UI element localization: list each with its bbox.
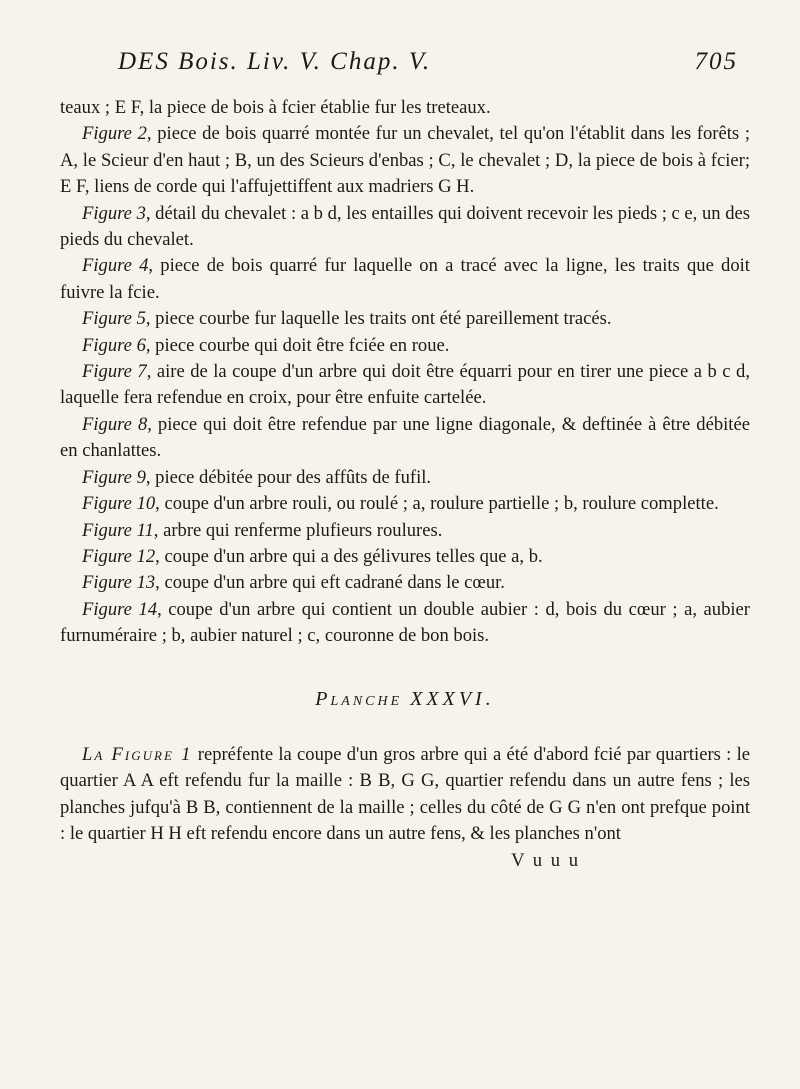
paragraph (60, 306, 750, 332)
paragraph (60, 253, 750, 306)
section-heading (60, 686, 750, 712)
body-text (60, 95, 750, 874)
figure-label: Figure 13 (82, 572, 156, 594)
paragraph (60, 359, 750, 412)
figure-label: Figure 8 (82, 413, 148, 435)
paragraph-text: , coupe d'un arbre qui eft cadrané dans le cœur. (155, 572, 505, 594)
running-head-title: DES Bois. Liv. V. Chap. V. (118, 48, 432, 75)
page-number: 705 (694, 48, 738, 75)
paragraph (60, 544, 750, 570)
figure-label: Figure 3 (82, 202, 146, 224)
running-head (118, 48, 738, 76)
figure-label: Figure 11 (82, 519, 154, 541)
paragraph-text: , piece qui doit être refendue par une ligne diagonale, & deftinée à être débitée en chanlattes. (60, 413, 750, 462)
plate-label: Planche (315, 687, 403, 710)
paragraph (60, 465, 750, 491)
paragraph-text: , piece de bois quarré montée fur un chevalet, tel qu'on l'établit dans les forêts ; A, le Scieur d'en haut ; B, un des Scieurs d'enbas ; C, le chevalet ; D, la piece de bois à fcier; E F, liens de corde qui l'affujettiffent aux madriers G H. (60, 123, 750, 198)
paragraph-text: , détail du chevalet : a b d, les entailles qui doivent recevoir les pieds ; c e, un des pieds du chevalet. (60, 202, 750, 251)
paragraph (60, 491, 750, 517)
paragraph-text: , coupe d'un arbre qui a des gélivures telles que a, b. (155, 545, 543, 567)
figure-label: Figure 14 (82, 598, 158, 620)
paragraph-text: , piece débitée pour des affûts de fufil. (145, 466, 432, 488)
figure-label: Figure 10 (82, 493, 156, 515)
section-paragraph (60, 742, 750, 848)
paragraph-text: , coupe d'un arbre rouli, ou roulé ; a, roulure partielle ; b, roulure complette. (155, 493, 719, 515)
figure-label: Figure 6 (82, 334, 146, 356)
paragraph-text: , piece courbe qui doit être fciée en roue. (145, 334, 450, 356)
paragraph-text: , aire de la coupe d'un arbre qui doit être équarri pour en tirer une piece a b c d, laquelle fera refendue en croix, pour être enfuite cartelée. (60, 361, 750, 409)
paragraph-text: , arbre qui renferme plufieurs roulures. (153, 519, 443, 541)
plate-number: XXXVI. (410, 687, 495, 710)
figure-label: Figure 5 (82, 308, 146, 330)
paragraph-text: , piece courbe fur laquelle les traits ont été pareillement tracés. (145, 308, 612, 330)
figure-label: Figure 7 (82, 361, 147, 383)
figure-label: Figure 4 (82, 255, 149, 277)
paragraph (60, 95, 750, 121)
paragraph-text: , piece de bois quarré fur laquelle on a tracé avec la ligne, les traits que doit fuivre la fcie. (60, 255, 750, 303)
paragraph (60, 333, 750, 359)
catchword: V u u u (511, 849, 580, 871)
figure-label: Figure 2 (82, 123, 147, 145)
paragraph (60, 597, 750, 650)
paragraph (60, 121, 750, 200)
figure-label: Figure 12 (82, 545, 156, 567)
paragraph (60, 570, 750, 596)
paragraph-text: repréfente la coupe d'un gros arbre qui a été d'abord fcié par quartiers : le quartier A A eft refendu fur la maille : B B, G G, quartier refendu dans un autre fens ; les planches jufqu'à B B, contiennent de la maille ; celles du côté de G G n'en ont prefque point : le quartier H H eft refendu encore dans un autre fens, & les planches n'ont (60, 743, 750, 845)
paragraph (60, 518, 750, 544)
paragraph (60, 201, 750, 254)
figure-label: La Figure 1 (82, 743, 193, 765)
paragraph-text: teaux ; E F, la piece de bois à fcier établie fur les treteaux. (60, 97, 491, 118)
paragraph (60, 412, 750, 465)
paragraph-text: , coupe d'un arbre qui contient un double aubier : d, bois du cœur ; a, aubier furnuméraire ; b, aubier naturel ; c, couronne de bon bois. (60, 598, 750, 647)
figure-label: Figure 9 (82, 466, 146, 488)
